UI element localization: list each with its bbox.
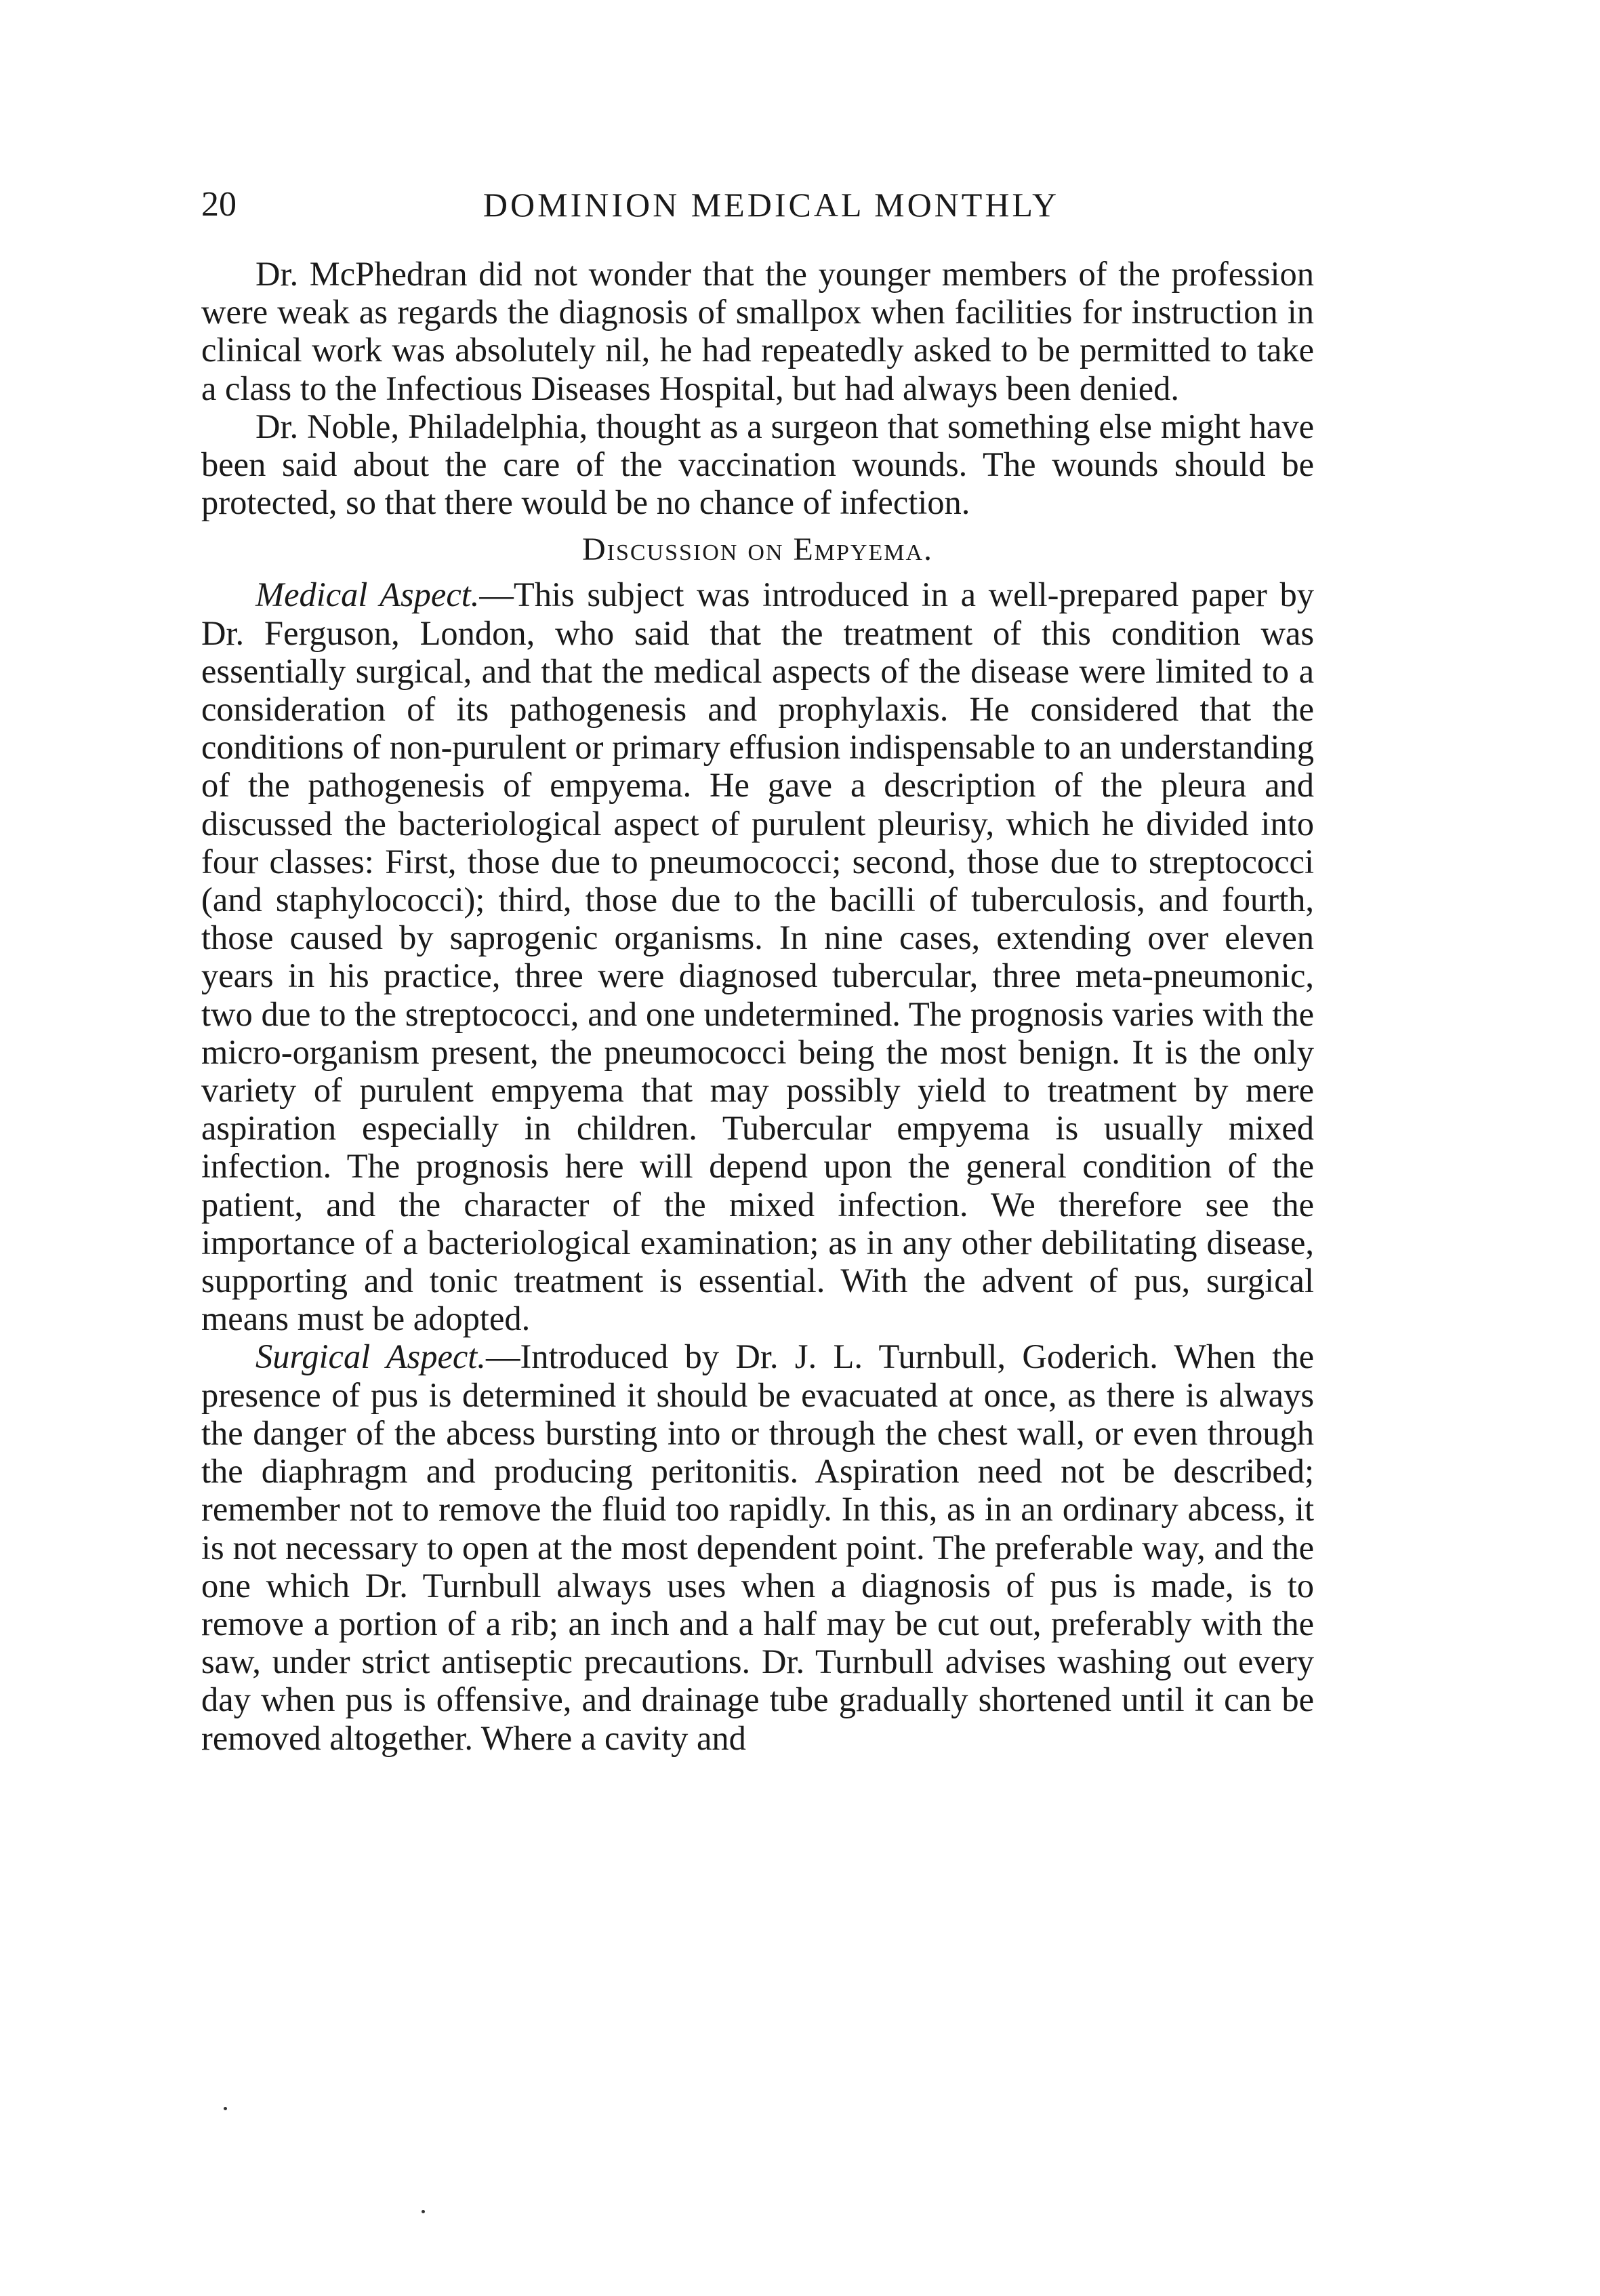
medical-aspect-lead: Medical Aspect.: [255, 576, 480, 614]
print-speck: [422, 2210, 425, 2213]
running-head: DOMINION MEDICAL MONTHLY: [483, 186, 1060, 224]
section-heading: Discussion on Empyema.: [581, 531, 934, 568]
surgical-aspect-lead: Surgical Aspect.: [255, 1337, 486, 1376]
article-body: [201, 255, 1314, 1757]
paragraph-noble: Dr. Noble, Philadelphia, thought as a surgeon that something else might have been said about the care of the vaccination wounds. The wounds should be protected, so that there would be no chance of infection.: [201, 407, 1314, 522]
page-number: 20: [201, 185, 237, 224]
surgical-aspect-text: —Introduced by Dr. J. L. Turnbull, Goderich. When the presence of pus is determined it should be evacuated at once, as there is always the danger of the abcess bursting into or through the chest wall, or even through the diaphragm and producing peritonitis. Aspiration need not be described; remember not to remove the fluid too rapidly. In this, as in an ordinary abcess, it is not necessary to open at the most dependent point. The preferable way, and the one which Dr. Turnbull always uses when a diagnosis of pus is made, is to remove a portion of a rib; an inch and a half may be cut out, preferably with the saw, under strict antiseptic precautions. Dr. Turnbull advises washing out every day when pus is offensive, and drainage tube gradually shortened until it can be removed altogether. Where a cavity and: [201, 1337, 1314, 1757]
paragraph-surgical-aspect: [201, 1337, 1314, 1756]
paragraph-medical-aspect: [201, 576, 1314, 1337]
medical-aspect-text: —This subject was introduced in a well-prepared paper by Dr. Ferguson, London, who said that the treatment of this condition was essentially surgical, and that the medical aspects of the disease were limited to a consideration of its pathogenesis and prophylaxis. He considered that the conditions of non-purulent or primary effusion indispensable to an understanding of the pathogenesis of empyema. He gave a description of the pleura and discussed the bacteriological aspect of purulent pleurisy, which he divided into four classes: First, those due to pneumococci; second, those due to streptococci (and staphylococci); third, those due to the bacilli of tuberculosis, and fourth, those caused by saprogenic organisms. In nine cases, extending over eleven years in his practice, three were diagnosed tubercular, three meta-pneumonic, two due to the streptococci, and one undetermined. The prognosis varies with the micro-organism present, the pneumococci being the most benign. It is the only variety of purulent empyema that may possibly yield to treatment by mere aspiration especially in children. Tubercular empyema is usually mixed infection. The prognosis here will depend upon the general condition of the patient, and the character of the mixed infection. We therefore see the importance of a bacteriological examination; as in any other debilitating disease, supporting and tonic treatment is essential. With the advent of pus, surgical means must be adopted.: [201, 576, 1315, 1338]
page-header: [201, 178, 1314, 232]
paragraph-mcphedran: Dr. McPhedran did not wonder that the younger members of the profession were weak as regards the diagnosis of smallpox when facilities for instruction in clinical work was absolutely nil, he had repeatedly asked to be permitted to take a class to the Infectious Diseases Hospital, but had always been denied.: [201, 255, 1314, 407]
print-speck: [224, 2107, 227, 2110]
